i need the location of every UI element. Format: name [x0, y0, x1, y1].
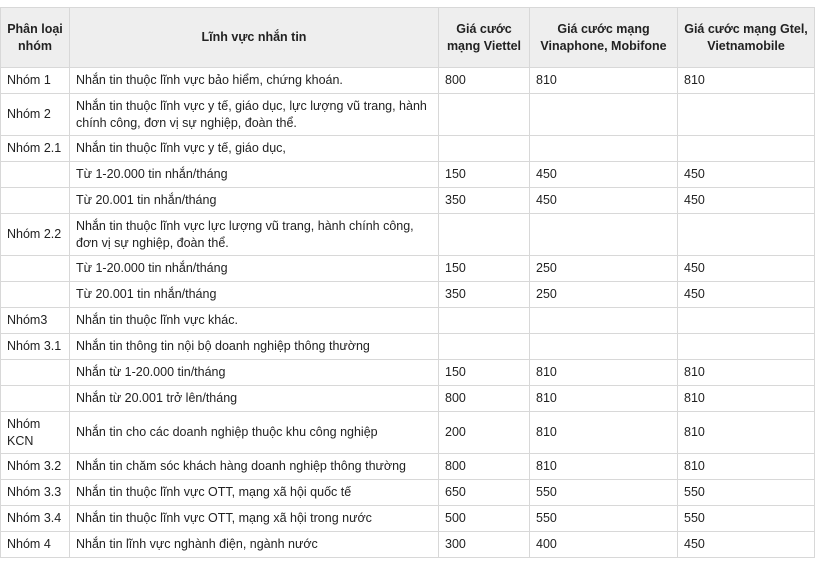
- cell-price-gtel-vietnamobile: [678, 308, 815, 334]
- table-row-5: [1, 188, 815, 214]
- cell-price-viettel: 150: [439, 360, 530, 386]
- cell-group: Nhóm 3.1: [1, 334, 70, 360]
- header-row: [1, 8, 815, 68]
- cell-price-gtel-vietnamobile: 450: [678, 282, 815, 308]
- cell-group: Nhóm3: [1, 308, 70, 334]
- cell-price-gtel-vietnamobile: [678, 214, 815, 256]
- cell-field: Nhắn tin thuộc lĩnh vực lực lượng vũ trang, hành chính công, đơn vị sự nghiệp, đoàn thể.: [70, 214, 439, 256]
- cell-group: Nhóm 4: [1, 532, 70, 558]
- cell-group: [1, 282, 70, 308]
- table-row-4: [1, 162, 815, 188]
- cell-price-viettel: 300: [439, 532, 530, 558]
- cell-group: Nhóm 2.1: [1, 136, 70, 162]
- table-row-8: [1, 282, 815, 308]
- table-row-13: [1, 412, 815, 454]
- sms-pricing-table: [0, 7, 815, 558]
- table-row-9: [1, 308, 815, 334]
- cell-price-viettel: [439, 308, 530, 334]
- cell-field: Nhắn từ 1-20.000 tin/tháng: [70, 360, 439, 386]
- cell-price-vinaphone-mobifone: [530, 334, 678, 360]
- cell-group: Nhóm 2.2: [1, 214, 70, 256]
- cell-price-viettel: 350: [439, 282, 530, 308]
- cell-price-viettel: [439, 136, 530, 162]
- cell-field: Nhắn tin thuộc lĩnh vực OTT, mạng xã hội trong nước: [70, 506, 439, 532]
- table-row-2: [1, 94, 815, 136]
- cell-price-vinaphone-mobifone: 450: [530, 188, 678, 214]
- cell-group: Nhóm 2: [1, 94, 70, 136]
- cell-price-gtel-vietnamobile: 810: [678, 412, 815, 454]
- cell-group: Nhóm 1: [1, 68, 70, 94]
- cell-price-vinaphone-mobifone: 550: [530, 480, 678, 506]
- cell-price-viettel: 650: [439, 480, 530, 506]
- table-header: [1, 8, 815, 68]
- cell-price-viettel: 800: [439, 68, 530, 94]
- cell-field: Nhắn tin cho các doanh nghiệp thuộc khu công nghiệp: [70, 412, 439, 454]
- cell-group: [1, 162, 70, 188]
- cell-group: [1, 386, 70, 412]
- cell-price-vinaphone-mobifone: 450: [530, 162, 678, 188]
- cell-price-vinaphone-mobifone: 810: [530, 68, 678, 94]
- cell-price-gtel-vietnamobile: [678, 136, 815, 162]
- cell-price-viettel: 200: [439, 412, 530, 454]
- cell-price-gtel-vietnamobile: 810: [678, 360, 815, 386]
- cell-price-viettel: 350: [439, 188, 530, 214]
- cell-field: Nhắn tin thuộc lĩnh vực OTT, mạng xã hội quốc tế: [70, 480, 439, 506]
- pricing-table-container: [0, 7, 815, 558]
- cell-group: Nhóm 3.2: [1, 454, 70, 480]
- cell-price-vinaphone-mobifone: 250: [530, 282, 678, 308]
- cell-price-gtel-vietnamobile: 450: [678, 188, 815, 214]
- cell-price-gtel-vietnamobile: 810: [678, 68, 815, 94]
- table-row-14: [1, 454, 815, 480]
- cell-field: Từ 20.001 tin nhắn/tháng: [70, 282, 439, 308]
- header-price-viettel: Giá cước mạng Viettel: [439, 8, 530, 68]
- table-row-1: [1, 68, 815, 94]
- cell-price-gtel-vietnamobile: 450: [678, 162, 815, 188]
- table-row-6: [1, 214, 815, 256]
- cell-group: [1, 256, 70, 282]
- cell-price-vinaphone-mobifone: 810: [530, 412, 678, 454]
- header-price-vinaphone-mobifone: Giá cước mạng Vinaphone, Mobifone: [530, 8, 678, 68]
- cell-field: Nhắn tin lĩnh vực nghành điện, ngành nước: [70, 532, 439, 558]
- table-row-11: [1, 360, 815, 386]
- cell-price-viettel: [439, 334, 530, 360]
- cell-price-viettel: 500: [439, 506, 530, 532]
- cell-field: Nhắn tin thuộc lĩnh vực bảo hiểm, chứng khoán.: [70, 68, 439, 94]
- cell-price-vinaphone-mobifone: 400: [530, 532, 678, 558]
- cell-field: Từ 1-20.000 tin nhắn/tháng: [70, 256, 439, 282]
- cell-field: Nhắn tin thuộc lĩnh vực khác.: [70, 308, 439, 334]
- cell-price-gtel-vietnamobile: 450: [678, 256, 815, 282]
- cell-price-gtel-vietnamobile: 810: [678, 454, 815, 480]
- cell-field: Từ 1-20.000 tin nhắn/tháng: [70, 162, 439, 188]
- cell-price-viettel: [439, 214, 530, 256]
- cell-price-gtel-vietnamobile: [678, 94, 815, 136]
- table-body: [1, 68, 815, 558]
- cell-price-vinaphone-mobifone: 810: [530, 386, 678, 412]
- table-row-15: [1, 480, 815, 506]
- cell-price-vinaphone-mobifone: 810: [530, 360, 678, 386]
- cell-group: Nhóm KCN: [1, 412, 70, 454]
- cell-price-vinaphone-mobifone: [530, 214, 678, 256]
- header-group-type: Phân loại nhóm: [1, 8, 70, 68]
- cell-price-viettel: 800: [439, 386, 530, 412]
- table-row-3: [1, 136, 815, 162]
- cell-price-gtel-vietnamobile: 810: [678, 386, 815, 412]
- cell-price-viettel: 150: [439, 256, 530, 282]
- cell-field: Nhắn tin thuộc lĩnh vực y tế, giáo dục, lực lượng vũ trang, hành chính công, đơn vị sự nghiệp, đoàn thể.: [70, 94, 439, 136]
- cell-price-vinaphone-mobifone: [530, 94, 678, 136]
- cell-field: Nhắn tin chăm sóc khách hàng doanh nghiệp thông thường: [70, 454, 439, 480]
- cell-price-vinaphone-mobifone: [530, 308, 678, 334]
- table-row-7: [1, 256, 815, 282]
- cell-price-vinaphone-mobifone: [530, 136, 678, 162]
- cell-field: Từ 20.001 tin nhắn/tháng: [70, 188, 439, 214]
- cell-price-vinaphone-mobifone: 250: [530, 256, 678, 282]
- cell-field: Nhắn tin thông tin nội bộ doanh nghiệp thông thường: [70, 334, 439, 360]
- header-price-gtel-vietnamobile: Giá cước mạng Gtel, Vietnamobile: [678, 8, 815, 68]
- table-row-12: [1, 386, 815, 412]
- cell-price-gtel-vietnamobile: 550: [678, 480, 815, 506]
- cell-price-viettel: 150: [439, 162, 530, 188]
- cell-group: [1, 360, 70, 386]
- cell-price-vinaphone-mobifone: 810: [530, 454, 678, 480]
- cell-price-gtel-vietnamobile: 450: [678, 532, 815, 558]
- cell-group: Nhóm 3.4: [1, 506, 70, 532]
- cell-price-viettel: 800: [439, 454, 530, 480]
- table-row-10: [1, 334, 815, 360]
- cell-price-viettel: [439, 94, 530, 136]
- cell-group: Nhóm 3.3: [1, 480, 70, 506]
- table-row-17: [1, 532, 815, 558]
- header-messaging-field: Lĩnh vực nhắn tin: [70, 8, 439, 68]
- table-row-16: [1, 506, 815, 532]
- cell-price-gtel-vietnamobile: 550: [678, 506, 815, 532]
- cell-field: Nhắn từ 20.001 trở lên/tháng: [70, 386, 439, 412]
- cell-field: Nhắn tin thuộc lĩnh vực y tế, giáo dục,: [70, 136, 439, 162]
- cell-price-gtel-vietnamobile: [678, 334, 815, 360]
- cell-group: [1, 188, 70, 214]
- cell-price-vinaphone-mobifone: 550: [530, 506, 678, 532]
